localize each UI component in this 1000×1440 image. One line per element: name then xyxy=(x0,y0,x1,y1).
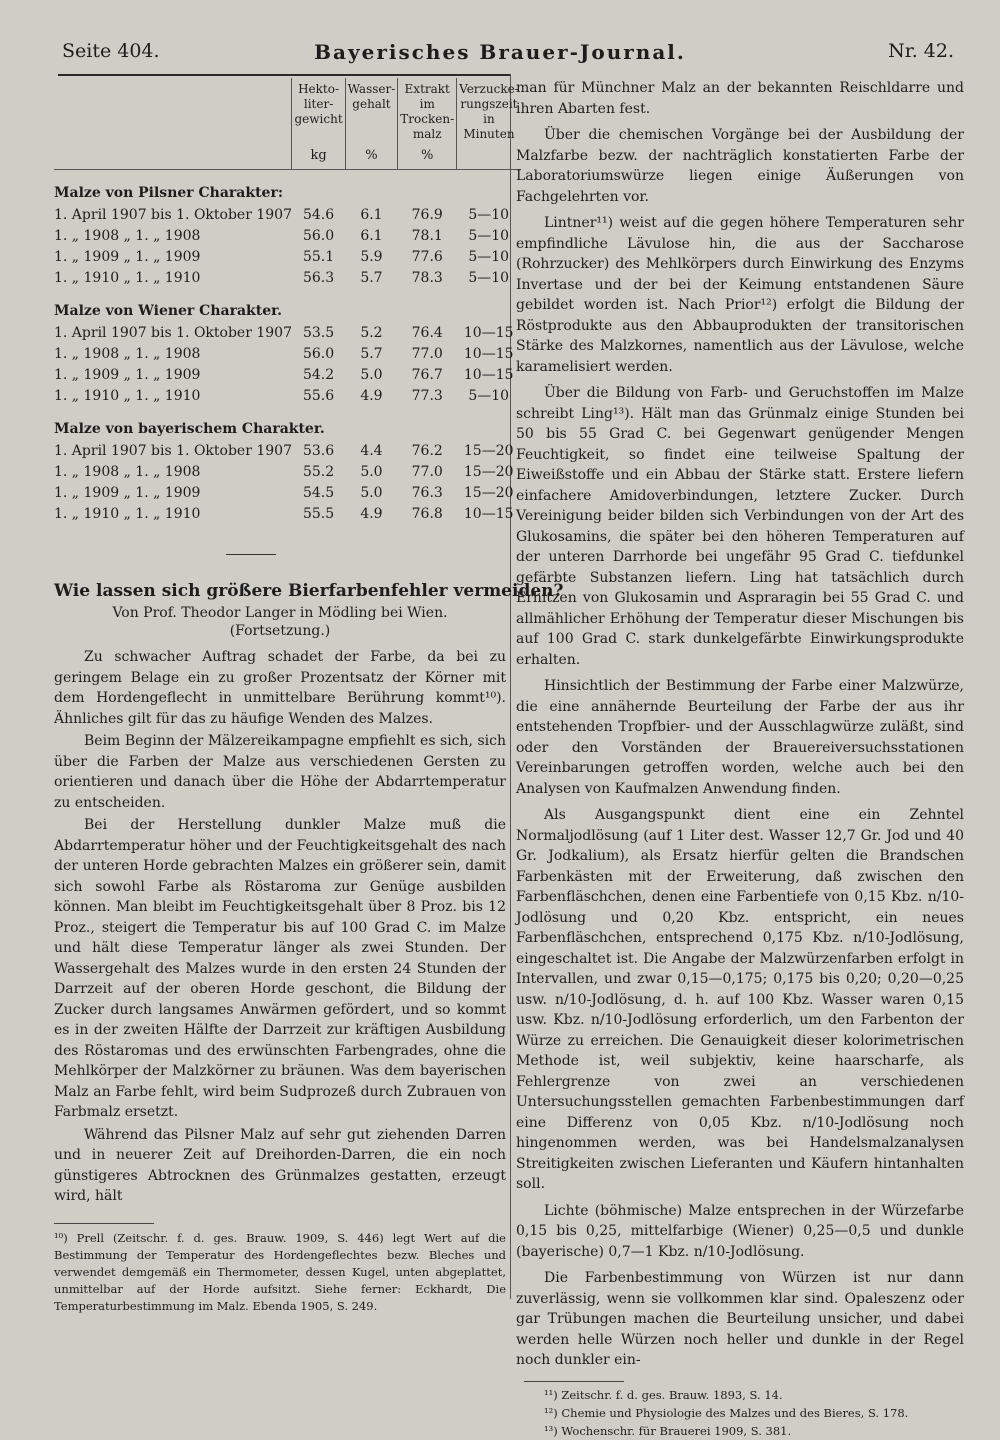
right-paragraph: man für Münchner Malz an der bekannten Reischldarre und ihren Abarten fest. xyxy=(516,80,964,117)
value-cell: 78.3 xyxy=(411,269,443,286)
value-cell: 4.9 xyxy=(360,387,383,404)
value-cell: 5.9 xyxy=(360,248,383,265)
value-cell: 54.2 xyxy=(302,366,335,383)
value-cell: 4.4 xyxy=(360,442,383,459)
value-cell: 78.1 xyxy=(411,227,443,244)
right-column xyxy=(516,78,964,1440)
period-cell: 1. „ 1910 „ 1. „ 1910 xyxy=(54,505,201,522)
separator-rule xyxy=(226,554,276,555)
col-header-0: Hekto-liter-gewicht xyxy=(292,78,345,146)
value-cell: 77.0 xyxy=(411,463,443,480)
value-cell: 53.5 xyxy=(302,324,335,341)
left-paragraph: Zu schwacher Auftrag schadet der Farbe, da bei zu geringem Belage ein zu großer Prozentsatz der Körner mit dem Hordengeflecht in unmittelbare Berührung kommt¹⁰). Ähnliches gilt für das zu häufige Wenden des Malzes. xyxy=(54,649,506,727)
col-header-3: Verzucke-rungszeit in Minuten xyxy=(457,78,521,146)
period-cell: 1. „ 1908 „ 1. „ 1908 xyxy=(54,227,201,244)
col-header-1: Wasser-gehalt xyxy=(345,78,398,146)
value-cell: 10—15 xyxy=(463,324,514,341)
period-cell: 1. „ 1908 „ 1. „ 1908 xyxy=(54,345,201,362)
value-cell: 10—15 xyxy=(463,345,514,362)
article-continuation: (Fortsetzung.) xyxy=(229,623,331,639)
section-title: Malze von bayerischem Charakter. xyxy=(54,421,325,437)
value-cell: 5.0 xyxy=(360,484,383,501)
left-paragraph: Beim Beginn der Mälzereikampagne empfiehlt es sich, sich über die Farben der Malze aus verschiedenen Gersten zu orientieren und danach über die Höhe der Abdarrtemperatur zu entscheiden. xyxy=(54,733,506,811)
right-paragraph: Als Ausgangspunkt dient eine ein Zehntel Normaljodlösung (auf 1 Liter dest. Wasser 12,7 Gr. Jod und 40 Gr. Jodkalium), als Ersatz hierfür gelten die Brandschen Farbenkästen mit der Erweiterung, daß zwischen den Farbenfläschchen, denen eine Farbentiefe von 0,15 Kbz. n/10-Jodlösung und 0,20 Kbz. entspricht, ein neues Farbenfläschchen, entsprechend 0,175 Kbz. n/10-Jodlösung, eingeschaltet ist. Die Angabe der Malzwürzenfarben erfolgt in Intervallen, und zwar 0,15—0,175; 0,175 bis 0,20; 0,20—0,25 usw. n/10-Jodlösung, d. h. auf 100 Kbz. Wasser waren 0,15 usw. Kbz. n/10-Jodlösung erforderlich, um den Farbenton der Würze zu erreichen. Die Genauigkeit dieser kolorimetrischen Methode ist, weil subjektiv, keine haarscharfe, als Fehlergrenze von zwei an verschiedenen Untersuchungsstellen gemachten Farbenbestimmungen darf eine Differenz von 0,05 Kbz. n/10-Jodlösung noch hingenommen werden, was bei Handelsmalzanalysen Streitigkeiten zwischen Lieferanten und Käufern hintanhalten soll. xyxy=(516,807,964,1192)
value-cell: 10—15 xyxy=(463,366,514,383)
value-cell: 76.8 xyxy=(411,505,443,522)
issue-number: Nr. 42. xyxy=(888,40,954,62)
header-rule xyxy=(58,74,510,76)
article-author: Von Prof. Theodor Langer in Mödling bei Wien. xyxy=(112,605,448,621)
table-row xyxy=(54,322,521,343)
period-cell: 1. „ 1910 „ 1. „ 1910 xyxy=(54,269,201,286)
value-cell: 77.3 xyxy=(411,387,443,404)
section-title: Malze von Wiener Charakter. xyxy=(54,303,283,319)
table-row xyxy=(54,267,521,288)
table-row xyxy=(54,482,521,503)
period-cell: 1. „ 1909 „ 1. „ 1909 xyxy=(54,366,201,383)
table-row xyxy=(54,461,521,482)
value-cell: 5—10 xyxy=(468,248,510,265)
table-row xyxy=(54,204,521,225)
right-footnote: ¹³) Wochenschr. für Brauerei 1909, S. 381. xyxy=(544,1423,792,1438)
value-cell: 54.5 xyxy=(302,484,335,501)
value-cell: 15—20 xyxy=(463,484,514,501)
value-cell: 5.0 xyxy=(360,463,383,480)
value-cell: 56.0 xyxy=(302,227,335,244)
malt-table xyxy=(54,78,521,524)
period-cell: 1. „ 1910 „ 1. „ 1910 xyxy=(54,387,201,404)
value-cell: 54.6 xyxy=(302,206,335,223)
value-cell: 5—10 xyxy=(468,387,510,404)
value-cell: 6.1 xyxy=(360,206,383,223)
right-footnote: ¹²) Chemie und Physiologie des Malzes und des Bieres, S. 178. xyxy=(544,1405,909,1420)
period-cell: 1. April 1907 bis 1. Oktober 1907 xyxy=(54,324,292,341)
footnote-rule xyxy=(54,1223,154,1224)
right-footnote: ¹¹) Zeitschr. f. d. ges. Brauw. 1893, S. 14. xyxy=(544,1387,783,1402)
value-cell: 5.7 xyxy=(360,269,383,286)
value-cell: 76.7 xyxy=(411,366,443,383)
value-cell: 5.7 xyxy=(360,345,383,362)
value-cell: 56.3 xyxy=(302,269,335,286)
value-cell: 5—10 xyxy=(468,269,510,286)
right-paragraph: Lintner¹¹) weist auf die gegen höhere Temperaturen sehr empfindliche Lävulose hin, die aus der Saccharose (Rohrzucker) des Mehlkörpers durch Einwirkung des Enzyms Invertase und der bei der Keimung entstandenen Säure gebildet worden ist. Nach Prior¹²) erfolgt die Bildung der Röstprodukte aus den Abbauprodukten der transitorischen Stärke des Malzkornes, namentlich aus der Lävulose, welche karamelisiert werden. xyxy=(516,215,964,375)
value-cell: 77.6 xyxy=(411,248,443,265)
period-cell: 1. April 1907 bis 1. Oktober 1907 xyxy=(54,442,292,459)
left-paragraph: Bei der Herstellung dunkler Malze muß die Abdarrtemperatur höher und der Feuchtigkeitsgehalt des nach der unteren Horde gebrachten Malzes ein größerer sein, damit sich sowohl Farbe als Röstaroma zur Genüge ausbilden können. Man bleibt im Feuchtigkeitsgehalt über 8 Proz. bis 12 Proz., steigert die Temperatur bis auf 100 Grad C. im Malze und hält diese Temperatur länger als zwei Stunden. Der Wassergehalt des Malzes wurde in den ersten 24 Stunden der Darrzeit auf der oberen Horde geschont, die Bildung der Zucker durch langsames Anwärmen gefördert, und so kommt es in der zweiten Hälfte der Darrzeit zur kräftigen Ausbildung des Röstaromas und des erwünschten Farbengrades, ohne die Mehlkörper der Malzkörner zu bräunen. Was dem bayerischen Malz an Farbe fehlt, wird beim Sudprozeß durch Zubrauen von Farbmalz ersetzt. xyxy=(54,817,506,1120)
table-section-title xyxy=(54,170,521,205)
right-paragraph: Über die Bildung von Farb- und Geruchstoffen im Malze schreibt Ling¹³). Hält man das Grünmalz einige Stunden bei 50 bis 55 Grad C. bei Gegenwart genügender Mengen Feuchtigkeit, so findet eine teilweise Spaltung der Eiweißstoffe und ein Abbau der Stärke statt. Erstere liefern einfachere Amidoverbindungen, letztere Zucker. Durch Vereinigung beider bilden sich Verbindungen von der Art des Glukosamins, die später bei den höheren Temperaturen auf der unteren Darrhorde bei ungefähr 95 Grad C. tiefdunkel gefärbte Substanzen liefern. Ling hat tatsächlich durch Erhitzen von Glukosamin und Aspraragin bei 55 Grad C. und allmählicher Erhöhung der Temperatur dieser Mischungen bis auf 100 Grad C. stark dunkelgefärbte Einwirkungsprodukte erhalten. xyxy=(516,385,964,668)
value-cell: 55.1 xyxy=(302,248,335,265)
col-unit-2: % xyxy=(398,146,457,170)
left-footnote: ¹⁰) Prell (Zeitschr. f. d. ges. Brauw. 1909, S. 446) legt Wert auf die Bestimmung der Temperatur des Hordengeflechtes bezw. Bleches und verwendet demgemäß ein Thermometer, dessen Kugel, unten abgeplattet, unmittelbar auf der Horde aufsitzt. Siehe ferner: Eckhardt, Die Temperaturbestimmung im Malz. Ebenda 1905, S. 249. xyxy=(54,1230,506,1313)
value-cell: 76.9 xyxy=(411,206,443,223)
value-cell: 5.0 xyxy=(360,366,383,383)
table-row xyxy=(54,225,521,246)
table-body xyxy=(54,170,521,525)
section-title: Malze von Pilsner Charakter: xyxy=(54,185,283,201)
table-section-title xyxy=(54,288,521,322)
value-cell: 76.4 xyxy=(411,324,443,341)
value-cell: 55.2 xyxy=(302,463,335,480)
right-paragraph: Über die chemischen Vorgänge bei der Ausbildung der Malzfarbe bezw. der nachträglich konstatierten Farbe der Laboratoriumswürze liegen einige Äußerungen von Fachgelehrten vor. xyxy=(516,127,964,205)
col-unit-1: % xyxy=(345,146,398,170)
period-cell: 1. April 1907 bis 1. Oktober 1907 xyxy=(54,206,292,223)
value-cell: 15—20 xyxy=(463,463,514,480)
table-row xyxy=(54,440,521,461)
page-number: Seite 404. xyxy=(62,40,160,62)
value-cell: 5—10 xyxy=(468,227,510,244)
value-cell: 55.5 xyxy=(302,505,335,522)
journal-title: Bayerisches Brauer-Journal. xyxy=(314,40,686,64)
col-unit-3 xyxy=(457,146,521,170)
period-cell: 1. „ 1909 „ 1. „ 1909 xyxy=(54,484,201,501)
table-row xyxy=(54,503,521,524)
table-row xyxy=(54,364,521,385)
value-cell: 76.2 xyxy=(411,442,443,459)
table-row xyxy=(54,343,521,364)
value-cell: 55.6 xyxy=(302,387,335,404)
period-cell: 1. „ 1908 „ 1. „ 1908 xyxy=(54,463,201,480)
right-paragraph: Die Farbenbestimmung von Würzen ist nur dann zuverlässig, wenn sie vollkommen klar sind. Opaleszenz oder gar Trübungen machen die Beurteilung unsicher, und dabei werden helle Würzen noch heller und dunkle in der Regel noch dunkler ein- xyxy=(516,1270,964,1368)
right-paragraph: Hinsichtlich der Bestimmung der Farbe einer Malzwürze, die eine annähernde Beurteilung der Farbe der aus ihr entstehenden Tropfbier- und der Ausschlagwürze zuläßt, sind oder den Vorständen der Brauereiversuchsstationen Vereinbarungen getroffen worden, welche auch bei den Analysen von Kaufmalzen Anwendung finden. xyxy=(516,678,964,797)
value-cell: 5—10 xyxy=(468,206,510,223)
value-cell: 76.3 xyxy=(411,484,443,501)
value-cell: 15—20 xyxy=(463,442,514,459)
left-paragraph: Während das Pilsner Malz auf sehr gut ziehenden Darren und in neuerer Zeit auf Dreihorden-Darren, die ein noch günstigeres Abtrocknen des Grünmalzes gestatten, erzeugt wird, hält xyxy=(54,1126,506,1204)
value-cell: 10—15 xyxy=(463,505,514,522)
period-cell: 1. „ 1909 „ 1. „ 1909 xyxy=(54,248,201,265)
right-paragraph: Lichte (böhmische) Malze entsprechen in der Würzefarbe 0,15 bis 0,25, mittelfarbige (Wiener) 0,25—0,5 und dunkle (bayerische) 0,7—1 Kbz. n/10-Jodlösung. xyxy=(516,1202,964,1260)
col-header-2: Extrakt im Trocken-malz xyxy=(398,78,457,146)
value-cell: 5.2 xyxy=(360,324,383,341)
article-title: Wie lassen sich größere Bierfarbenfehler vermeiden? xyxy=(54,581,564,601)
value-cell: 4.9 xyxy=(360,505,383,522)
value-cell: 77.0 xyxy=(411,345,443,362)
footnote-rule xyxy=(524,1381,624,1382)
table-section-title xyxy=(54,406,521,440)
value-cell: 6.1 xyxy=(360,227,383,244)
left-column xyxy=(54,78,564,1315)
col-unit-0: kg xyxy=(292,146,345,170)
table-row xyxy=(54,385,521,406)
value-cell: 56.0 xyxy=(302,345,335,362)
value-cell: 53.6 xyxy=(302,442,335,459)
table-row xyxy=(54,246,521,267)
